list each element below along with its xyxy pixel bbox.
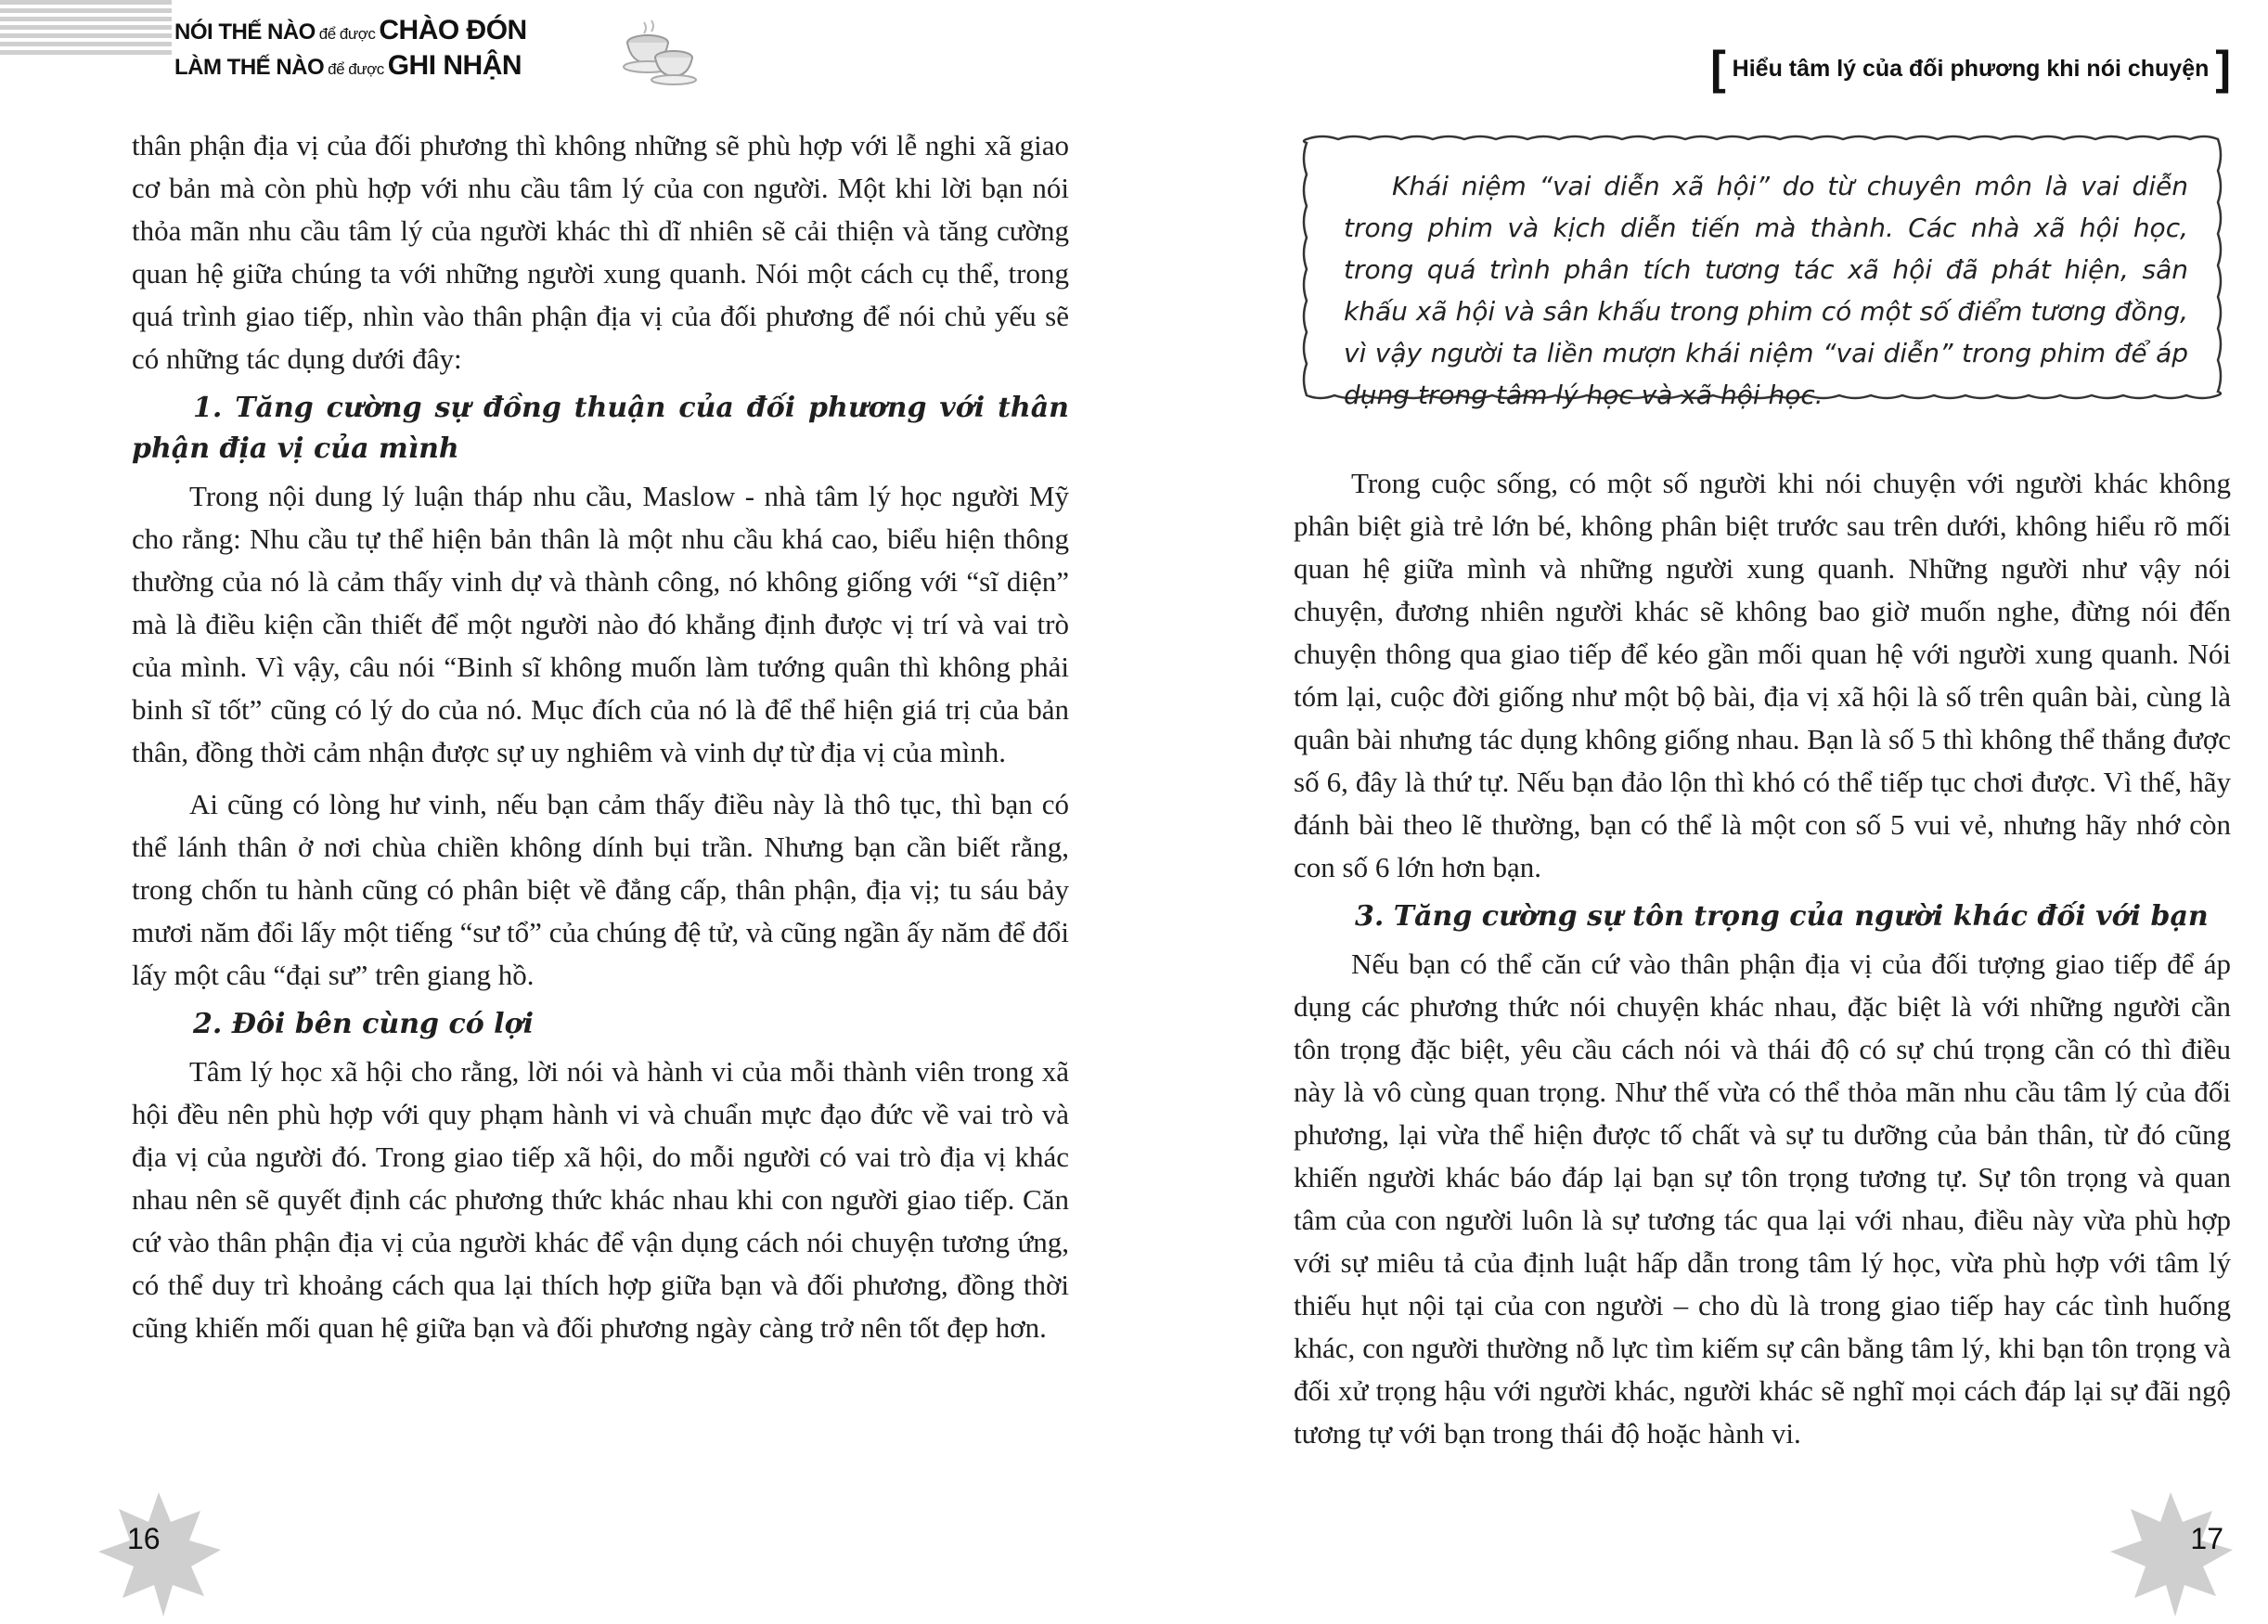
bracket-left-icon: [ <box>1710 42 1726 94</box>
chapter-header <box>1710 42 2231 94</box>
right-page <box>1134 0 2268 1574</box>
paragraph: thân phận địa vị của đối phương thì không những sẽ phù hợp với lễ nghi xã giao cơ bản mà còn phù hợp với nhu cầu tâm lý của con người. Một khi lời bạn nói thỏa mãn nhu cầu tâm lý của người khác thì dĩ nhiên sẽ cải thiện và tăng cường quan hệ giữa chúng ta với những người xung quanh. Nói một cách cụ thể, trong quá trình giao tiếp, nhìn vào thân phận địa vị của đối phương để nói chủ yếu sẽ có những tác dụng dưới đây: <box>132 129 1069 375</box>
page-number: 17 <box>2190 1522 2223 1555</box>
chapter-title: Hiểu tâm lý của đối phương khi nói chuyện <box>1732 56 2210 82</box>
definition-note-box <box>1297 130 2227 410</box>
paragraph: Trong nội dung lý luận tháp nhu cầu, Maslow - nhà tâm lý học người Mỹ cho rằng: Nhu cầu tự thể hiện bản thân là một nhu cầu khá cao, biểu hiện thông thường của nó là cảm thấy vinh dự và thành công, nó không giống với “sĩ diện” mà là điều kiện cần thiết để một người nào đó khẳng định được vị trí và vai trò của mình. Vì vậy, câu nói “Binh sĩ không muốn làm tướng quân thì không phải binh sĩ tốt” cũng có lý do của nó. Mục đích của nó là để thể hiện giá trị của bản thân, đồng thời cảm nhận được sự uy nghiêm và vinh dự từ địa vị của mình. <box>132 480 1069 768</box>
section-heading-3: 3. Tăng cường sự tôn trọng của người khác đối với bạn <box>1355 900 2209 933</box>
book-title-line-1 <box>174 15 527 46</box>
title-line2-emphasis: GHI NHẬN <box>387 50 522 81</box>
paragraph: Trong cuộc sống, có một số người khi nói chuyện với người khác không phân biệt già trẻ lớn bé, không phân biệt trước sau trên dưới, không hiểu rõ mối quan hệ giữa mình và những người xung quanh. Những người như vậy nói chuyện, đương nhiên người khác sẽ không bao giờ muốn nghe, đừng nói đến chuyện thông qua giao tiếp để kéo gần mối quan hệ với người xung quanh. Nói tóm lại, cuộc đời giống như một bộ bài, địa vị xã hội là số trên quân bài, cùng là quân bài nhưng tác dụng không giống nhau. Bạn là số 5 thì không thể thắng được số 6, đây là thứ tự. Nếu bạn đảo lộn thì khó có thể tiếp tục chơi được. Vì thế, hãy đánh bài theo lẽ thường, bạn có thể là một con số 5 vui vẻ, nhưng hãy nhớ còn con số 6 lớn hơn bạn. <box>1294 467 2231 883</box>
bracket-right-icon: ] <box>2215 42 2231 94</box>
section-heading-1: 1. Tăng cường sự đồng thuận của đối phương với thân phận địa vị của mình <box>132 392 1069 465</box>
book-title-line-2 <box>174 50 522 82</box>
title-line2-part-b: để được <box>328 60 384 78</box>
left-page <box>0 0 1134 1574</box>
title-line1-emphasis: CHÀO ĐÓN <box>379 15 527 45</box>
paragraph: Nếu bạn có thể căn cứ vào thân phận địa vị của đối tượng giao tiếp để áp dụng các phương thức nói chuyện khác nhau, đặc biệt là với những người cần tôn trọng đặc biệt, yêu cầu cách nói và thái độ có sự chú trọng cần có thì điều này là vô cùng quan trọng. Như thế vừa có thể thỏa mãn nhu cầu tâm lý của đối phương, lại vừa thể hiện được tố chất và sự tu dưỡng của bản thân, từ đó cũng khiến người khác báo đáp lại bạn sự tôn trọng tương tự. Sự tôn trọng và quan tâm của con người luôn là sự tương tác qua lại với nhau, điều này vừa phù hợp với sự miêu tả của định luật hấp dẫn trong tâm lý học, vừa phù hợp với tâm lý thiếu hụt nội tại của con người – cho dù là trong giao tiếp hay các tình huống khác, con người thường nỗ lực tìm kiếm sự cân bằng tâm lý, khi bạn tôn trọng và đối xử trọng hậu với người khác, người khác sẽ nghĩ mọi cách đáp lại sự đãi ngộ tương tự với bạn trong thái độ hoặc hành vi. <box>1294 947 2231 1450</box>
left-body-text <box>132 124 1069 1349</box>
right-body-text <box>1294 462 2231 1455</box>
paragraph: Ai cũng có lòng hư vinh, nếu bạn cảm thấy điều này là thô tục, thì bạn có thể lánh thân ở nơi chùa chiền không dính bụi trần. Nhưng bạn cần biết rằng, trong chốn tu hành cũng có phân biệt về đẳng cấp, thân phận, địa vị; tu sáu bảy mươi năm đổi lấy một tiếng “sư tổ” của chúng đệ tử, và cũng ngần ấy năm để đổi lấy một câu “đại sư” trên giang hồ. <box>132 788 1069 991</box>
page-number: 16 <box>127 1522 161 1555</box>
title-line1-part-b: để được <box>318 25 376 43</box>
title-line1-part-a: NÓI THẾ NÀO <box>174 19 316 45</box>
paragraph: Tâm lý học xã hội cho rằng, lời nói và hành vi của mỗi thành viên trong xã hội đều nên phù hợp với quy phạm hành vi và chuẩn mực đạo đức về vai trò và địa vị của người đó. Trong giao tiếp xã hội, do mỗi người có vai trò địa vị khác nhau nên sẽ quyết định các phương thức khác nhau khi con người giao tiếp. Căn cứ vào thân phận địa vị của người khác để vận dụng cách nói chuyện tương ứng, có thể duy trì khoảng cách qua lại thích hợp giữa bạn và đối phương, đồng thời cũng khiến mối quan hệ giữa bạn và đối phương ngày càng trở nên tốt đẹp hơn. <box>132 1055 1069 1344</box>
title-line2-part-a: LÀM THẾ NÀO <box>174 55 325 80</box>
section-heading-2: 2. Đôi bên cùng có lợi <box>193 1008 534 1040</box>
note-text <box>1344 165 2188 416</box>
tea-cups-icon <box>620 15 700 85</box>
header-stripe-decoration <box>0 0 172 58</box>
note-paragraph: Khái niệm “vai diễn xã hội” do từ chuyên môn là vai diễn trong phim và kịch diễn tiến mà thành. Các nhà xã hội học, trong quá trình phân tích tương tác xã hội đã phát hiện, sân khấu xã hội và sân khấu trong phim có một số điểm tương đồng, vì vậy người ta liền mượn khái niệm “vai diễn” trong phim để áp dụng trong tâm lý học và xã hội học. <box>1344 171 2188 410</box>
